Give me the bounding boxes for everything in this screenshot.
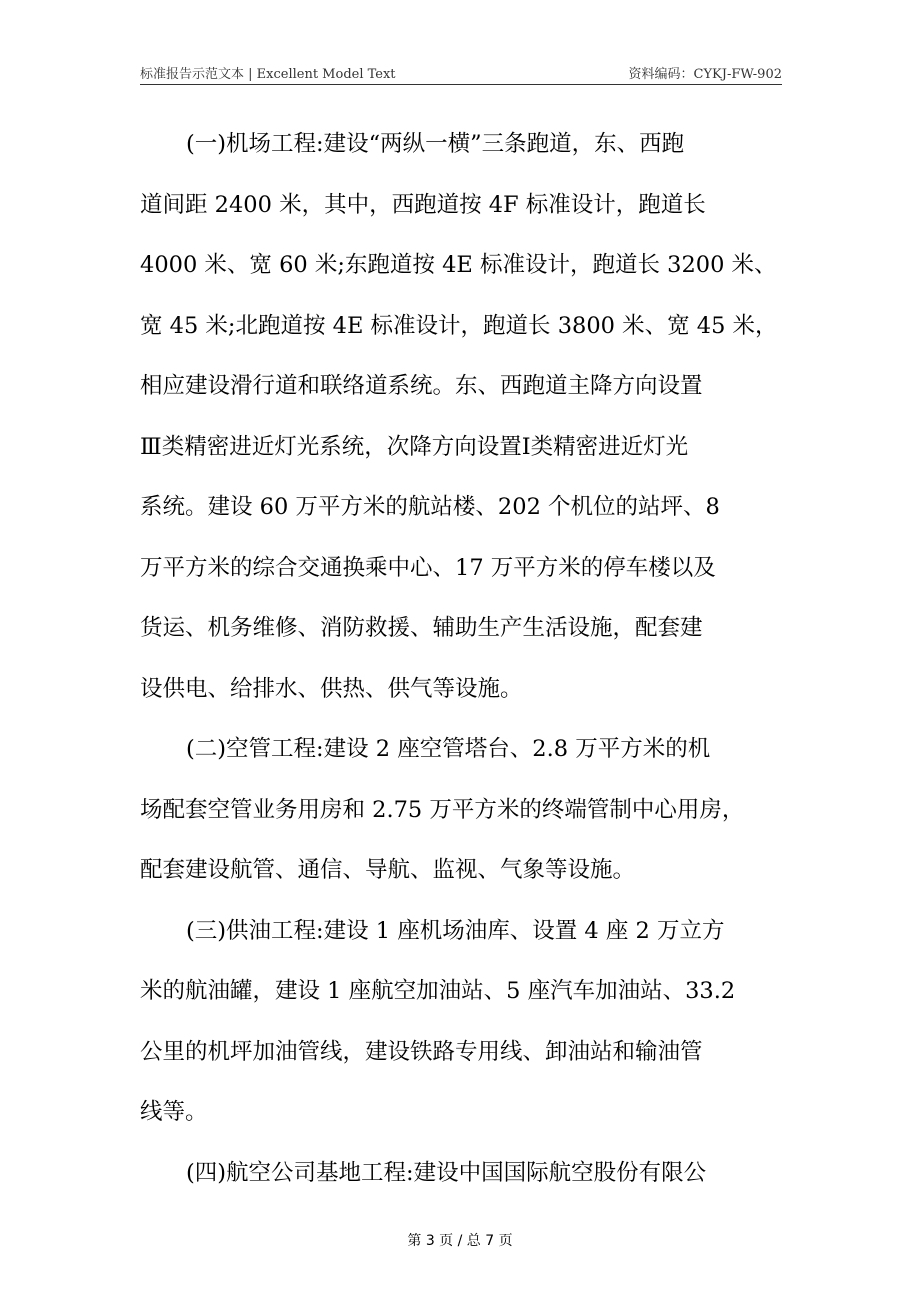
text-line: 4000 米、宽 60 米;东跑道按 4E 标准设计，跑道长 3200 米、 [140, 252, 777, 278]
paragraph-airline-base [140, 1151, 790, 1212]
text-line: (一)机场工程:建设“两纵一横”三条跑道，东、西跑 [186, 131, 685, 157]
text-line: (四)航空公司基地工程:建设中国国际航空股份有限公 [186, 1159, 707, 1186]
text-line: 相应建设滑行道和联络道系统。东、西跑道主降方向设置 [140, 373, 703, 399]
text-line: 宽 45 米;北跑道按 4E 标准设计，跑道长 3800 米、宽 45 米， [140, 312, 778, 339]
text-line: 场配套空管业务用房和 2.75 万平方米的终端管制中心用房， [140, 796, 745, 823]
text-line: (二)空管工程:建设 2 座空管塔台、2.8 万平方米的机 [186, 736, 711, 762]
text-line: Ⅲ类精密进近灯光系统，次降方向设置Ⅰ类精密进近灯光 [140, 433, 689, 460]
text-line: 万平方米的综合交通换乘中心、17 万平方米的停车楼以及 [140, 554, 716, 581]
paragraph-atc [140, 727, 790, 909]
text-line: 配套建设航管、通信、导航、监视、气象等设施。 [140, 857, 636, 883]
text-line: 线等。 [140, 1099, 208, 1125]
page-header [140, 60, 782, 85]
text-line: 货运、机务维修、消防救援、辅助生产生活设施，配套建 [140, 615, 703, 641]
header-title: 标准报告示范文本 | Excellent Model Text [140, 67, 396, 82]
paragraph-fuel [140, 909, 790, 1151]
text-line: 设供电、给排水、供热、供气等设施。 [140, 675, 523, 702]
document-code: 资料编码：CYKJ-FW-902 [628, 67, 782, 82]
page-number: 第 3 页 / 总 7 页 [407, 1233, 513, 1249]
text-line: 公里的机坪加油管线，建设铁路专用线、卸油站和输油管 [140, 1038, 703, 1065]
text-line: 系统。建设 60 万平方米的航站楼、202 个机位的站坪、8 [140, 494, 720, 520]
paragraph-airport [140, 122, 790, 727]
document-body [140, 122, 790, 1211]
text-line: 米的航油罐，建设 1 座航空加油站、5 座汽车加油站、33.2 [140, 978, 736, 1004]
text-line: (三)供油工程:建设 1 座机场油库、设置 4 座 2 万立方 [186, 917, 725, 944]
text-line: 道间距 2400 米，其中，西跑道按 4F 标准设计，跑道长 [140, 191, 706, 218]
